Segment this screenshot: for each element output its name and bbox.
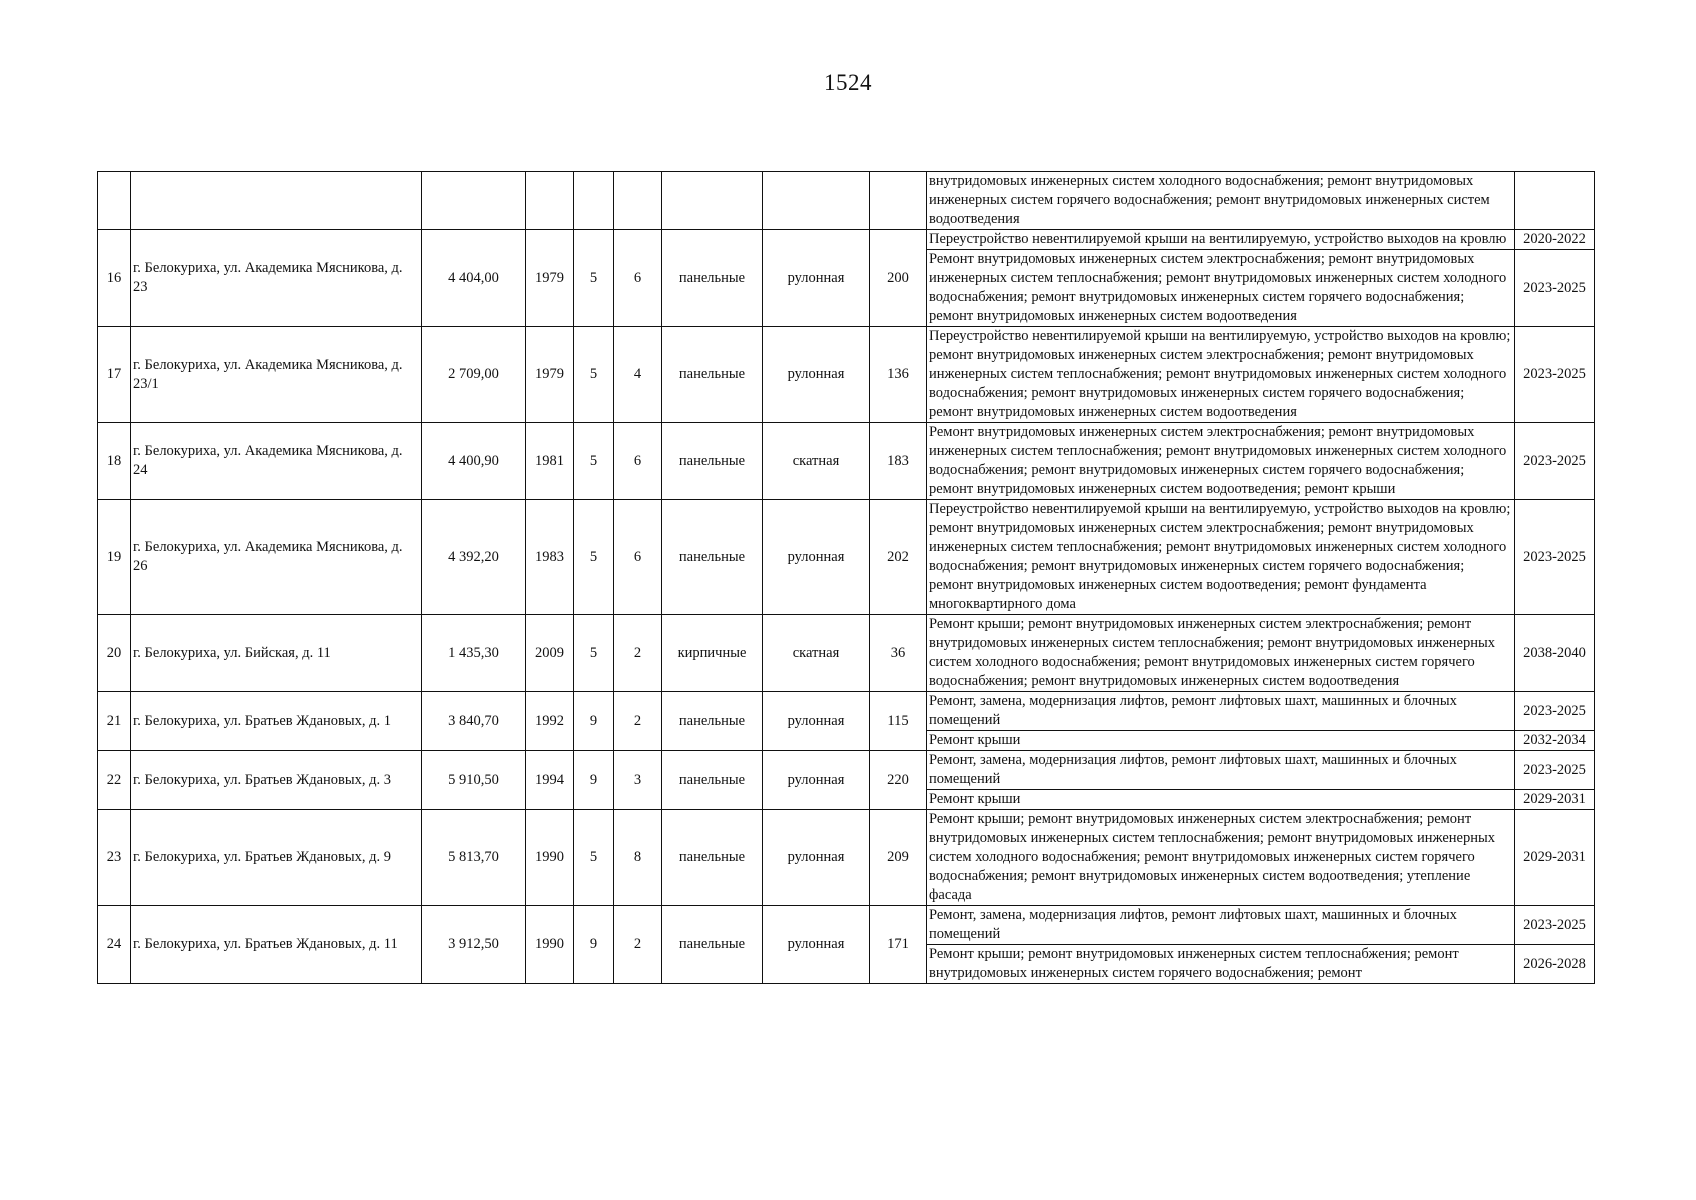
period-cell: 2023-2025 (1515, 327, 1595, 423)
entrances-cell: 2 (614, 692, 662, 751)
row-number-cell: 17 (98, 327, 131, 423)
empty-cell (614, 172, 662, 230)
flats-cell: 171 (870, 906, 927, 984)
table-row (98, 423, 1595, 500)
empty-cell (662, 172, 763, 230)
address-cell: г. Белокуриха, ул. Академика Мясникова, д. 26 (131, 500, 422, 615)
period-cell: 2023-2025 (1515, 500, 1595, 615)
floors-cell: 5 (574, 500, 614, 615)
work-description-cell: Ремонт крыши; ремонт внутридомовых инженерных систем теплоснабжения; ремонт внутридомовых инженерных систем горячего водоснабжения; ремонт (927, 945, 1515, 984)
flats-cell: 202 (870, 500, 927, 615)
year-cell: 1983 (526, 500, 574, 615)
area-cell: 4 392,20 (422, 500, 526, 615)
year-cell: 2009 (526, 615, 574, 692)
work-description-cell: Переустройство невентилируемой крыши на вентилируемую, устройство выходов на кровлю (927, 230, 1515, 250)
entrances-cell: 3 (614, 751, 662, 810)
empty-cell (131, 172, 422, 230)
wall-material-cell: панельные (662, 692, 763, 751)
roof-type-cell: скатная (763, 423, 870, 500)
area-cell: 4 404,00 (422, 230, 526, 327)
wall-material-cell: панельные (662, 810, 763, 906)
flats-cell: 136 (870, 327, 927, 423)
area-cell: 2 709,00 (422, 327, 526, 423)
wall-material-cell: панельные (662, 230, 763, 327)
floors-cell: 5 (574, 810, 614, 906)
year-cell: 1979 (526, 327, 574, 423)
period-cell: 2023-2025 (1515, 692, 1595, 731)
period-cell: 2032-2034 (1515, 731, 1595, 751)
work-description-cell: Ремонт внутридомовых инженерных систем электроснабжения; ремонт внутридомовых инженерных систем теплоснабжения; ремонт внутридомовых инженерных систем холодного водоснабжения; ремонт внутридомовых инженерных систем горячего водоснабжения; ремонт внутридомовых инженерных систем водоотведения; ремонт крыши (927, 423, 1515, 500)
housing-repair-table (97, 171, 1595, 984)
empty-cell (422, 172, 526, 230)
floors-cell: 5 (574, 423, 614, 500)
entrances-cell: 2 (614, 906, 662, 984)
flats-cell: 200 (870, 230, 927, 327)
address-cell: г. Белокуриха, ул. Братьев Ждановых, д. 9 (131, 810, 422, 906)
row-number-cell: 22 (98, 751, 131, 810)
flats-cell: 36 (870, 615, 927, 692)
area-cell: 5 910,50 (422, 751, 526, 810)
wall-material-cell: панельные (662, 500, 763, 615)
work-description-cell: Ремонт, замена, модернизация лифтов, ремонт лифтовых шахт, машинных и блочных помещений (927, 906, 1515, 945)
year-cell: 1990 (526, 810, 574, 906)
year-cell: 1981 (526, 423, 574, 500)
area-cell: 3 840,70 (422, 692, 526, 751)
period-cell: 2023-2025 (1515, 751, 1595, 790)
work-description-cell: Ремонт, замена, модернизация лифтов, ремонт лифтовых шахт, машинных и блочных помещений (927, 692, 1515, 731)
table-row (98, 615, 1595, 692)
address-cell: г. Белокуриха, ул. Братьев Ждановых, д. 11 (131, 906, 422, 984)
table-row (98, 230, 1595, 250)
empty-cell (526, 172, 574, 230)
entrances-cell: 8 (614, 810, 662, 906)
year-cell: 1990 (526, 906, 574, 984)
flats-cell: 183 (870, 423, 927, 500)
roof-type-cell: рулонная (763, 810, 870, 906)
area-cell: 1 435,30 (422, 615, 526, 692)
empty-cell (763, 172, 870, 230)
roof-type-cell: скатная (763, 615, 870, 692)
period-cell: 2029-2031 (1515, 790, 1595, 810)
entrances-cell: 6 (614, 500, 662, 615)
row-number-cell: 16 (98, 230, 131, 327)
address-cell: г. Белокуриха, ул. Братьев Ждановых, д. 1 (131, 692, 422, 751)
period-cell: 2026-2028 (1515, 945, 1595, 984)
roof-type-cell: рулонная (763, 751, 870, 810)
row-number-cell: 20 (98, 615, 131, 692)
address-cell: г. Белокуриха, ул. Бийская, д. 11 (131, 615, 422, 692)
roof-type-cell: рулонная (763, 327, 870, 423)
entrances-cell: 6 (614, 230, 662, 327)
table-row (98, 810, 1595, 906)
floors-cell: 5 (574, 615, 614, 692)
period-cell: 2020-2022 (1515, 230, 1595, 250)
wall-material-cell: панельные (662, 327, 763, 423)
work-description-cell: Ремонт крыши (927, 790, 1515, 810)
wall-material-cell: панельные (662, 906, 763, 984)
address-cell: г. Белокуриха, ул. Академика Мясникова, д. 23 (131, 230, 422, 327)
work-description-cell: Ремонт внутридомовых инженерных систем электроснабжения; ремонт внутридомовых инженерных систем теплоснабжения; ремонт внутридомовых инженерных систем холодного водоснабжения; ремонт внутридомовых инженерных систем горячего водоснабжения; ремонт внутридомовых инженерных систем водоотведения (927, 250, 1515, 327)
area-cell: 5 813,70 (422, 810, 526, 906)
period-cell: 2038-2040 (1515, 615, 1595, 692)
address-cell: г. Белокуриха, ул. Академика Мясникова, д. 24 (131, 423, 422, 500)
work-description-cell: Ремонт крыши; ремонт внутридомовых инженерных систем электроснабжения; ремонт внутридомовых инженерных систем теплоснабжения; ремонт внутридомовых инженерных систем холодного водоснабжения; ремонт внутридомовых инженерных систем горячего водоснабжения; ремонт внутридомовых инженерных систем водоотведения; утепление фасада (927, 810, 1515, 906)
address-cell: г. Белокуриха, ул. Академика Мясникова, д. 23/1 (131, 327, 422, 423)
row-number-cell: 19 (98, 500, 131, 615)
roof-type-cell: рулонная (763, 230, 870, 327)
roof-type-cell: рулонная (763, 500, 870, 615)
empty-cell (1515, 172, 1595, 230)
work-description-cell: Ремонт, замена, модернизация лифтов, ремонт лифтовых шахт, машинных и блочных помещений (927, 751, 1515, 790)
row-number-cell: 18 (98, 423, 131, 500)
period-cell: 2029-2031 (1515, 810, 1595, 906)
year-cell: 1992 (526, 692, 574, 751)
period-cell: 2023-2025 (1515, 423, 1595, 500)
table-row (98, 327, 1595, 423)
floors-cell: 9 (574, 906, 614, 984)
flats-cell: 209 (870, 810, 927, 906)
row-number-cell: 23 (98, 810, 131, 906)
work-description-cell: Ремонт крыши (927, 731, 1515, 751)
row-number-cell: 24 (98, 906, 131, 984)
floors-cell: 5 (574, 327, 614, 423)
entrances-cell: 2 (614, 615, 662, 692)
period-cell: 2023-2025 (1515, 906, 1595, 945)
table-row (98, 751, 1595, 790)
work-description-cell: внутридомовых инженерных систем холодного водоснабжения; ремонт внутридомовых инженерных систем горячего водоснабжения; ремонт внутридомовых инженерных систем водоотведения (927, 172, 1515, 230)
flats-cell: 220 (870, 751, 927, 810)
year-cell: 1979 (526, 230, 574, 327)
floors-cell: 9 (574, 751, 614, 810)
year-cell: 1994 (526, 751, 574, 810)
entrances-cell: 6 (614, 423, 662, 500)
empty-cell (98, 172, 131, 230)
floors-cell: 9 (574, 692, 614, 751)
floors-cell: 5 (574, 230, 614, 327)
table-body (98, 172, 1595, 984)
wall-material-cell: кирпичные (662, 615, 763, 692)
address-cell: г. Белокуриха, ул. Братьев Ждановых, д. 3 (131, 751, 422, 810)
roof-type-cell: рулонная (763, 906, 870, 984)
table-row (98, 906, 1595, 945)
table-row (98, 500, 1595, 615)
area-cell: 4 400,90 (422, 423, 526, 500)
row-number-cell: 21 (98, 692, 131, 751)
continuation-row (98, 172, 1595, 230)
work-description-cell: Переустройство невентилируемой крыши на вентилируемую, устройство выходов на кровлю; ремонт внутридомовых инженерных систем электроснабжения; ремонт внутридомовых инженерных систем теплоснабжения; ремонт внутридомовых инженерных систем холодного водоснабжения; ремонт внутридомовых инженерных систем горячего водоснабжения; ремонт внутридомовых инженерных систем водоотведения; ремонт фундамента многоквартирного дома (927, 500, 1515, 615)
work-description-cell: Ремонт крыши; ремонт внутридомовых инженерных систем электроснабжения; ремонт внутридомовых инженерных систем теплоснабжения; ремонт внутридомовых инженерных систем холодного водоснабжения; ремонт внутридомовых инженерных систем горячего водоснабжения; ремонт внутридомовых инженерных систем водоотведения (927, 615, 1515, 692)
empty-cell (870, 172, 927, 230)
work-description-cell: Переустройство невентилируемой крыши на вентилируемую, устройство выходов на кровлю; ремонт внутридомовых инженерных систем электроснабжения; ремонт внутридомовых инженерных систем теплоснабжения; ремонт внутридомовых инженерных систем холодного водоснабжения; ремонт внутридомовых инженерных систем горячего водоснабжения; ремонт внутридомовых инженерных систем водоотведения (927, 327, 1515, 423)
entrances-cell: 4 (614, 327, 662, 423)
wall-material-cell: панельные (662, 751, 763, 810)
flats-cell: 115 (870, 692, 927, 751)
table-row (98, 692, 1595, 731)
area-cell: 3 912,50 (422, 906, 526, 984)
roof-type-cell: рулонная (763, 692, 870, 751)
page-number: 1524 (824, 70, 872, 95)
empty-cell (574, 172, 614, 230)
period-cell: 2023-2025 (1515, 250, 1595, 327)
wall-material-cell: панельные (662, 423, 763, 500)
